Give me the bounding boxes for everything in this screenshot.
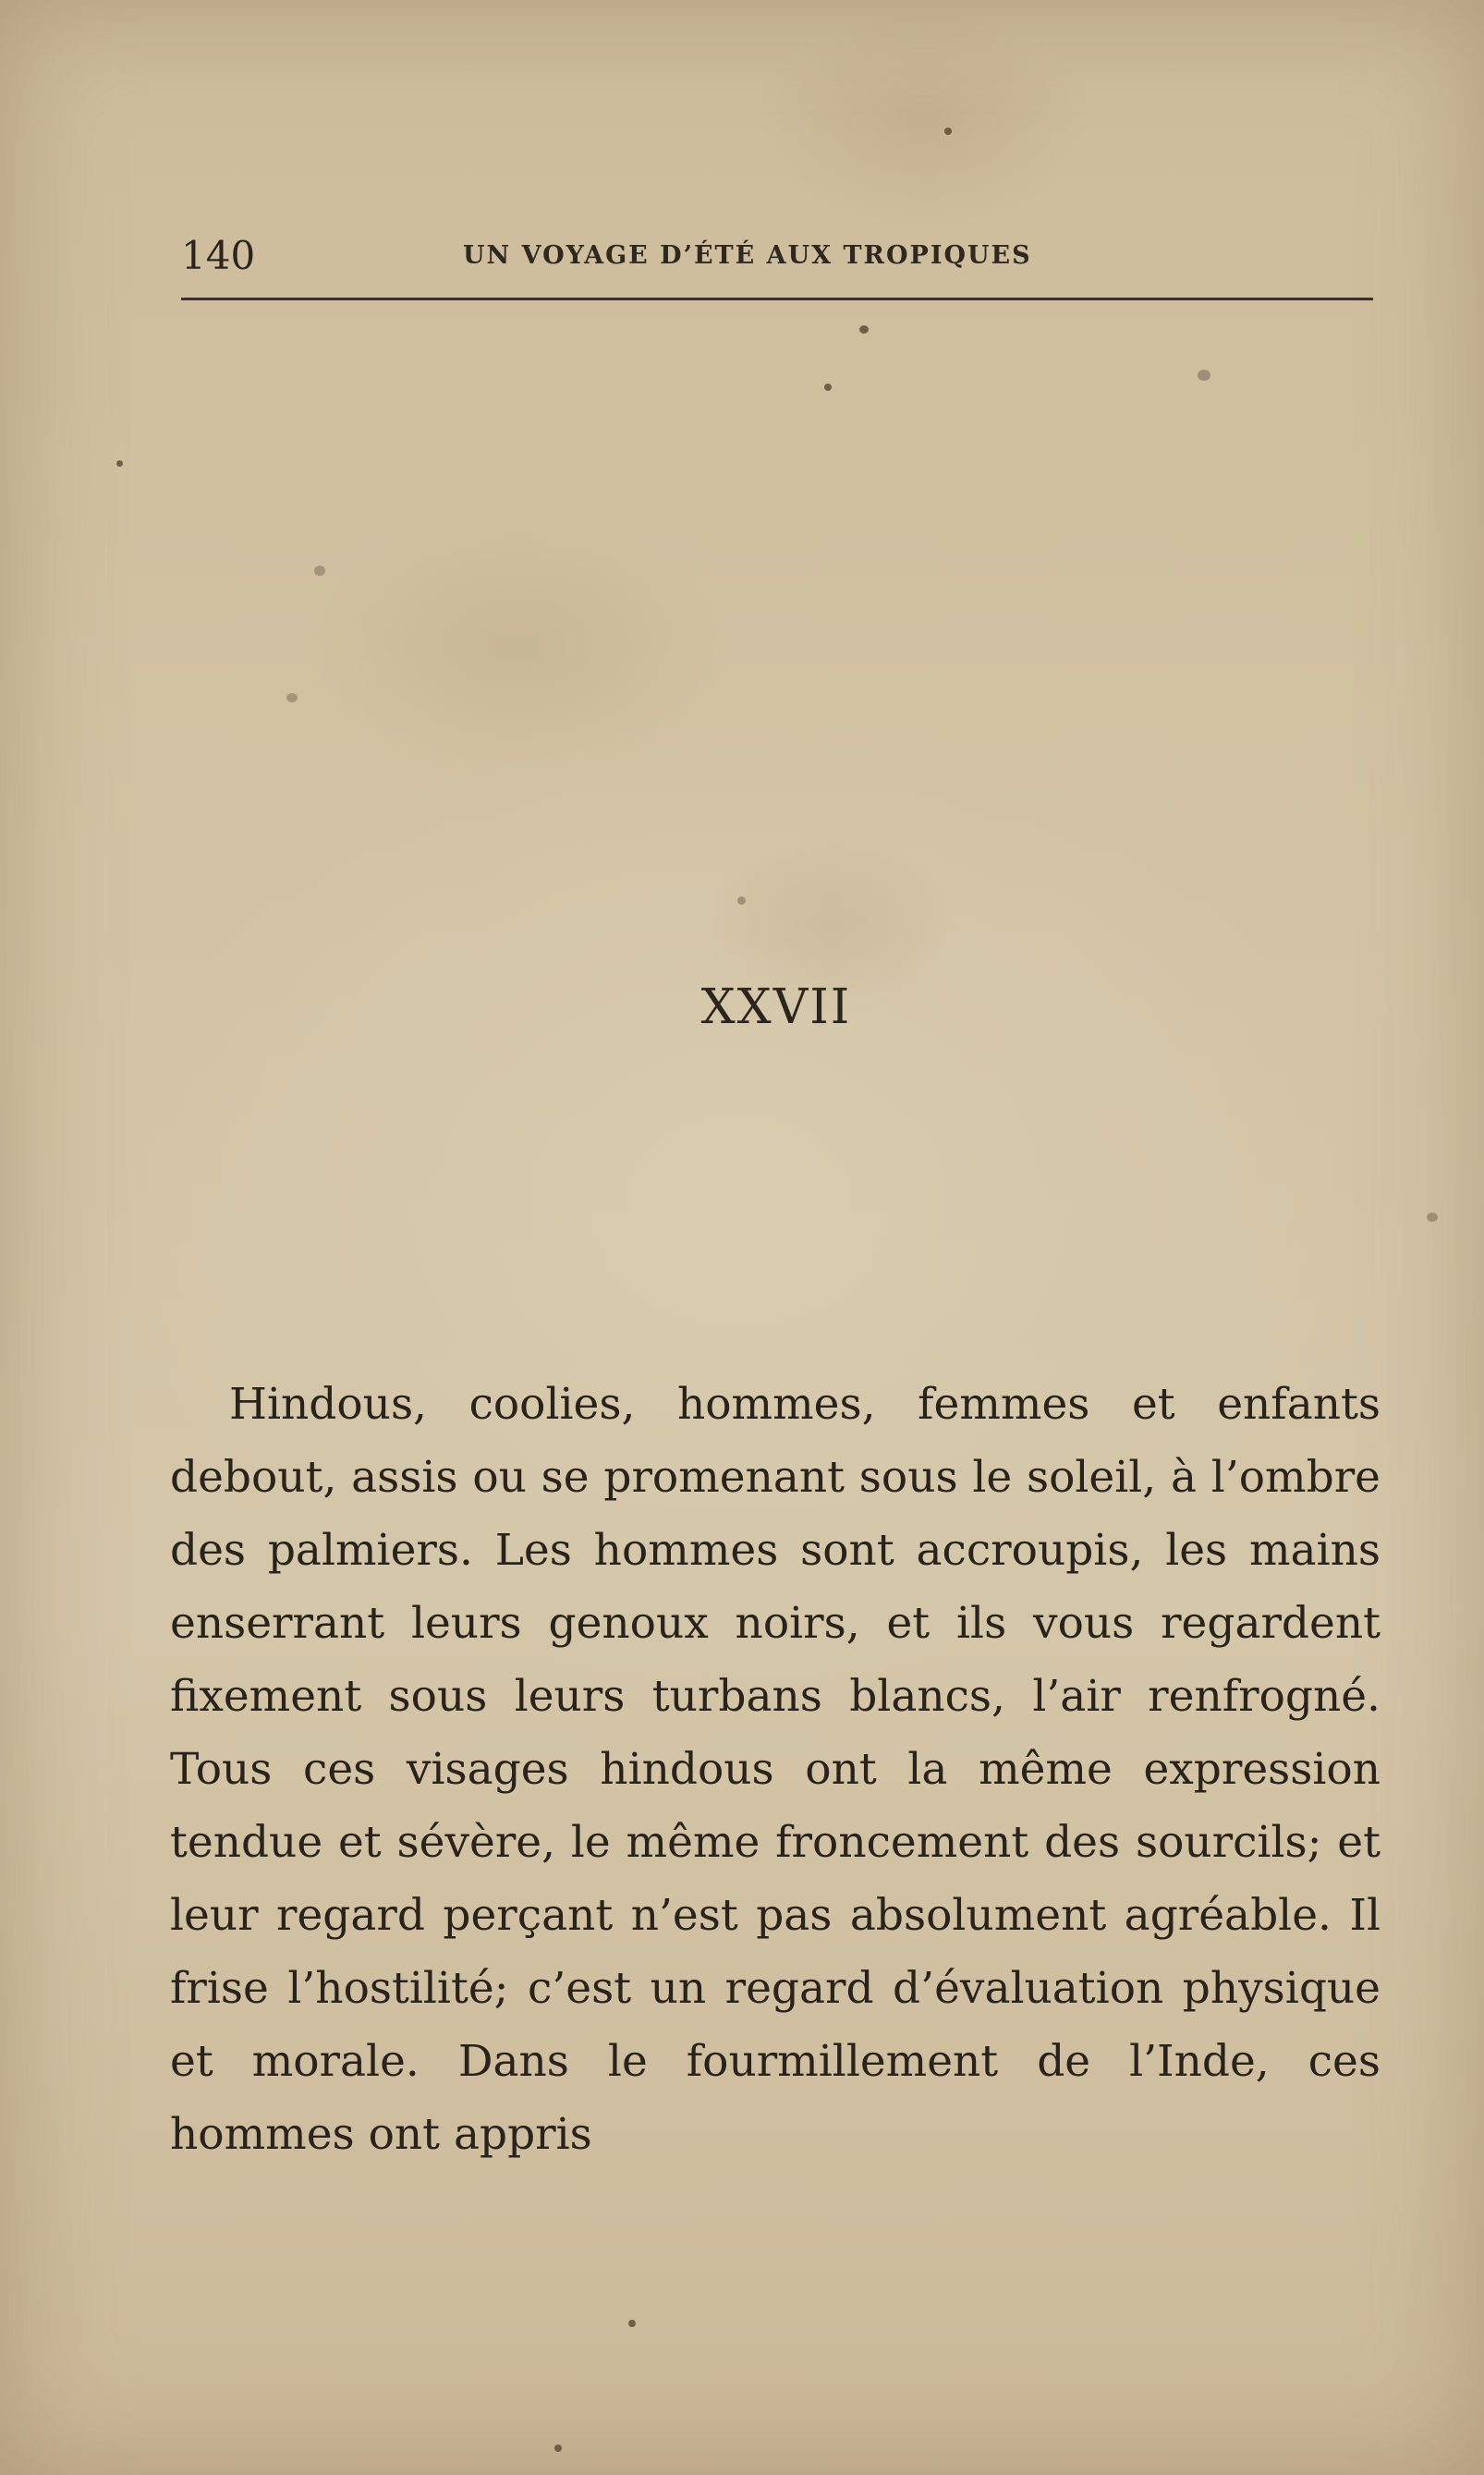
header-rule [181, 298, 1373, 300]
page-number: 140 [181, 233, 256, 278]
paper-speck [314, 566, 325, 576]
paper-speck [286, 693, 298, 702]
paper-speck [554, 2445, 562, 2452]
paper-speck [944, 128, 952, 135]
paper-speck [737, 896, 746, 905]
paper-speck [824, 384, 832, 391]
paper-speck [859, 325, 869, 334]
paper-speck [1198, 370, 1210, 381]
chapter-number: XXVII [700, 980, 852, 1035]
running-head [181, 224, 1373, 288]
book-title: UN VOYAGE D’ÉTÉ AUX TROPIQUES [463, 241, 1032, 270]
body-paragraph: Hindous, coolies, hommes, femmes et enfants debout, assis ou se promenant sous le soleil, à l’ombre des palmiers. Les hommes sont accroupis, les mains enserrant leurs genoux noirs, et ils vous regardent fixement sous leurs turbans blancs, l’air renfrogné. Tous ces visages hindous ont la même expression tendue et sévère, le même froncement des sourcils; et leur regard perçant n’est pas absolument agréable. Il frise l’hostilité; c’est un regard d’évaluation physique et morale. Dans le fourmillement de l’Inde, ces hommes ont appris [170, 1379, 1381, 2160]
paper-speck [628, 2320, 636, 2327]
paper-speck [116, 460, 123, 467]
paper-speck [1427, 1213, 1438, 1222]
